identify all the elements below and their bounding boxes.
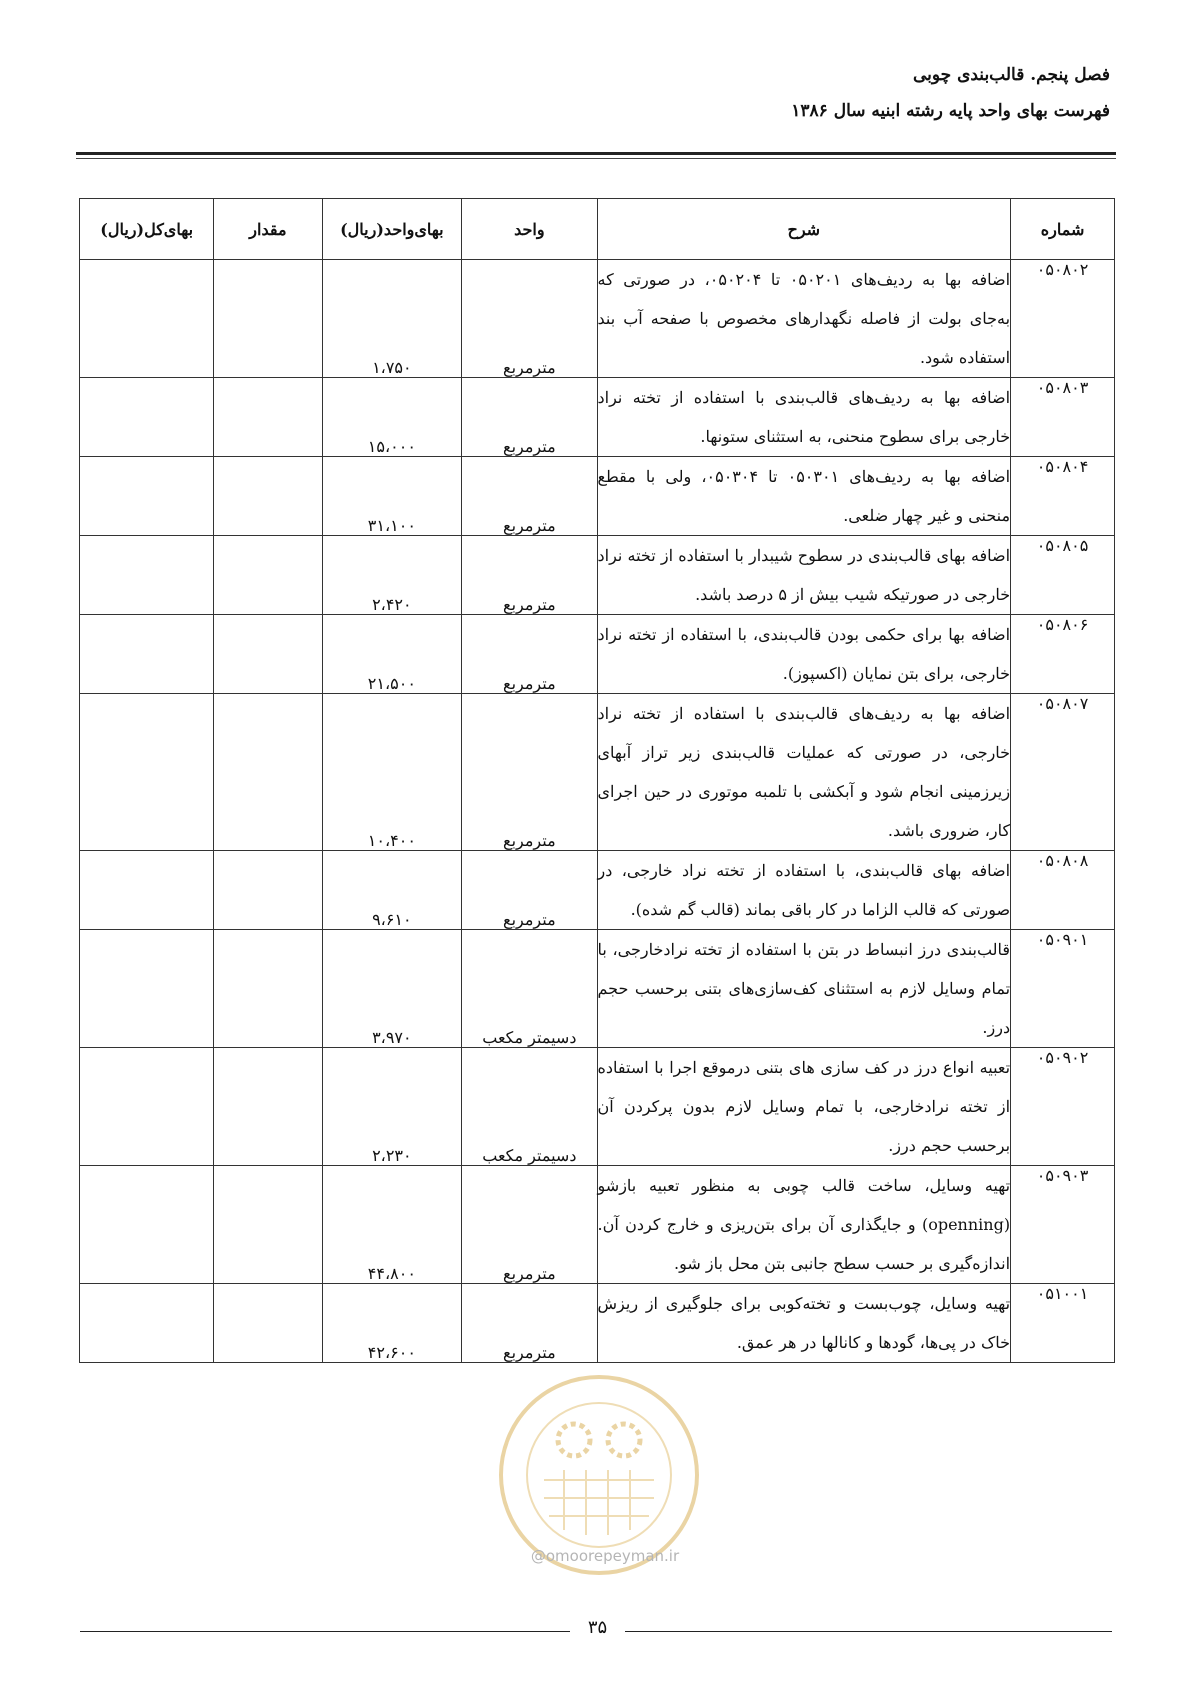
row-unit-price: ۲،۲۳۰ bbox=[322, 1048, 462, 1166]
row-total-price bbox=[80, 851, 214, 930]
header-unit-price: بهای‌واحد(ریال) bbox=[322, 199, 462, 260]
footer-rule-left bbox=[80, 1631, 570, 1632]
row-description: تهیه وسایل، ساخت قالب چوبی به منظور تعبیه بازشو (openning) و جایگذاری آن برای بتن‌ریزی و خارج کردن آن. اندازه‌گیری بر حسب سطح جانبی بتن محل باز شو. bbox=[597, 1166, 1011, 1284]
row-total-price bbox=[80, 1284, 214, 1363]
row-number: ۰۵۰۸۰۶ bbox=[1011, 615, 1115, 694]
row-description: اضافه بها به ردیف‌های قالب‌بندی با استفاده از تخته نراد خارجی، در صورتی که عملیات قالب‌بندی زیر تراز آبهای زیرزمینی انجام شود و آبکشی با تلمبه موتوری در حین اجرای کار، ضروری باشد. bbox=[597, 694, 1011, 851]
page-number: ۳۵ bbox=[587, 1617, 608, 1638]
row-unit-price: ۱۵،۰۰۰ bbox=[322, 378, 462, 457]
row-unit-price: ۱۰،۴۰۰ bbox=[322, 694, 462, 851]
row-unit: مترمربع bbox=[462, 260, 597, 378]
watermark-url: @omoorepeyman.ir bbox=[530, 1547, 680, 1565]
row-quantity bbox=[214, 260, 322, 378]
row-unit: مترمربع bbox=[462, 457, 597, 536]
table-row bbox=[80, 851, 1115, 930]
row-total-price bbox=[80, 536, 214, 615]
row-number: ۰۵۰۸۰۵ bbox=[1011, 536, 1115, 615]
row-quantity bbox=[214, 378, 322, 457]
row-unit: دسیمتر مکعب bbox=[462, 1048, 597, 1166]
row-quantity bbox=[214, 615, 322, 694]
table-row bbox=[80, 457, 1115, 536]
row-unit-price: ۲۱،۵۰۰ bbox=[322, 615, 462, 694]
row-description: اضافه بها به ردیف‌های ۰۵۰۲۰۱ تا ۰۵۰۲۰۴، در صورتی که به‌جای بولت از فاصله نگهدارهای مخصوص با صفحه آب بند استفاده شود. bbox=[597, 260, 1011, 378]
row-number: ۰۵۰۹۰۲ bbox=[1011, 1048, 1115, 1166]
row-quantity bbox=[214, 1284, 322, 1363]
table-row bbox=[80, 615, 1115, 694]
row-quantity bbox=[214, 930, 322, 1048]
row-unit-price: ۹،۶۱۰ bbox=[322, 851, 462, 930]
row-total-price bbox=[80, 457, 214, 536]
table-header-row bbox=[80, 199, 1115, 260]
row-total-price bbox=[80, 1166, 214, 1284]
row-quantity bbox=[214, 694, 322, 851]
row-total-price bbox=[80, 260, 214, 378]
table-row bbox=[80, 930, 1115, 1048]
header-number: شماره bbox=[1011, 199, 1115, 260]
table-row bbox=[80, 536, 1115, 615]
page-header bbox=[76, 62, 1110, 124]
row-unit: مترمربع bbox=[462, 1284, 597, 1363]
row-number: ۰۵۱۰۰۱ bbox=[1011, 1284, 1115, 1363]
table-row bbox=[80, 260, 1115, 378]
row-total-price bbox=[80, 615, 214, 694]
row-quantity bbox=[214, 1166, 322, 1284]
row-quantity bbox=[214, 851, 322, 930]
row-unit: مترمربع bbox=[462, 1166, 597, 1284]
row-unit-price: ۲،۴۲۰ bbox=[322, 536, 462, 615]
row-description: قالب‌بندی درز انبساط در بتن با استفاده از تخته نرادخارجی، با تمام وسایل لازم به استثنای کف‌سازی‌های بتنی برحسب حجم درز. bbox=[597, 930, 1011, 1048]
row-description: اضافه بها به ردیف‌های قالب‌بندی با استفاده از تخته نراد خارجی برای سطوح منحنی، به استثنای ستونها. bbox=[597, 378, 1011, 457]
table-row bbox=[80, 694, 1115, 851]
row-quantity bbox=[214, 457, 322, 536]
row-number: ۰۵۰۸۰۳ bbox=[1011, 378, 1115, 457]
row-unit: دسیمتر مکعب bbox=[462, 930, 597, 1048]
row-description: اضافه بها برای حکمی بودن قالب‌بندی، با استفاده از تخته نراد خارجی، برای بتن نمایان (اکسپوز). bbox=[597, 615, 1011, 694]
header-rule-thin bbox=[76, 158, 1116, 159]
row-quantity bbox=[214, 1048, 322, 1166]
row-total-price bbox=[80, 694, 214, 851]
row-unit: مترمربع bbox=[462, 536, 597, 615]
footer-rule-right bbox=[625, 1631, 1112, 1632]
row-description: تعبیه انواع درز در کف سازی های بتنی درموقع اجرا با استفاده از تخته نرادخارجی، با تمام وسایل لازم بدون پرکردن آن برحسب حجم درز. bbox=[597, 1048, 1011, 1166]
row-number: ۰۵۰۸۰۸ bbox=[1011, 851, 1115, 930]
table-row bbox=[80, 1166, 1115, 1284]
row-quantity bbox=[214, 536, 322, 615]
row-unit: مترمربع bbox=[462, 378, 597, 457]
table-row bbox=[80, 1048, 1115, 1166]
row-unit-price: ۳،۹۷۰ bbox=[322, 930, 462, 1048]
row-unit-price: ۴۴،۸۰۰ bbox=[322, 1166, 462, 1284]
row-number: ۰۵۰۹۰۳ bbox=[1011, 1166, 1115, 1284]
header-unit: واحد bbox=[462, 199, 597, 260]
row-description: اضافه بهای قالب‌بندی در سطوح شیبدار با استفاده از تخته نراد خارجی در صورتیکه شیب بیش از ۵ درصد باشد. bbox=[597, 536, 1011, 615]
row-description: تهیه وسایل، چوب‌بست و تخته‌کوبی برای جلوگیری از ریزش خاک در پی‌ها، گودها و کانالها در هر عمق. bbox=[597, 1284, 1011, 1363]
header-total-price: بهای‌کل(ریال) bbox=[80, 199, 214, 260]
row-number: ۰۵۰۸۰۷ bbox=[1011, 694, 1115, 851]
row-total-price bbox=[80, 930, 214, 1048]
row-number: ۰۵۰۹۰۱ bbox=[1011, 930, 1115, 1048]
row-unit: مترمربع bbox=[462, 694, 597, 851]
header-rule-thick bbox=[76, 152, 1116, 155]
row-description: اضافه بها به ردیف‌های ۰۵۰۳۰۱ تا ۰۵۰۳۰۴، ولی با مقطع منحنی و غیر چهار ضلعی. bbox=[597, 457, 1011, 536]
header-quantity: مقدار bbox=[214, 199, 322, 260]
row-unit: مترمربع bbox=[462, 615, 597, 694]
row-unit: مترمربع bbox=[462, 851, 597, 930]
row-unit-price: ۳۱،۱۰۰ bbox=[322, 457, 462, 536]
price-table bbox=[79, 198, 1115, 1363]
header-description: شرح bbox=[597, 199, 1011, 260]
row-total-price bbox=[80, 1048, 214, 1166]
row-unit-price: ۱،۷۵۰ bbox=[322, 260, 462, 378]
row-number: ۰۵۰۸۰۴ bbox=[1011, 457, 1115, 536]
table-row bbox=[80, 1284, 1115, 1363]
row-total-price bbox=[80, 378, 214, 457]
document-title: فهرست بهای واحد پایه رشته ابنیه سال ۱۳۸۶ bbox=[791, 101, 1110, 121]
row-unit-price: ۴۲،۶۰۰ bbox=[322, 1284, 462, 1363]
chapter-title: فصل پنجم. قالب‌بندی چوبی bbox=[912, 65, 1110, 85]
row-number: ۰۵۰۸۰۲ bbox=[1011, 260, 1115, 378]
table-row bbox=[80, 378, 1115, 457]
row-description: اضافه بهای قالب‌بندی، با استفاده از تخته نراد خارجی، در صورتی که قالب الزاما در کار باقی بماند (قالب گم شده). bbox=[597, 851, 1011, 930]
